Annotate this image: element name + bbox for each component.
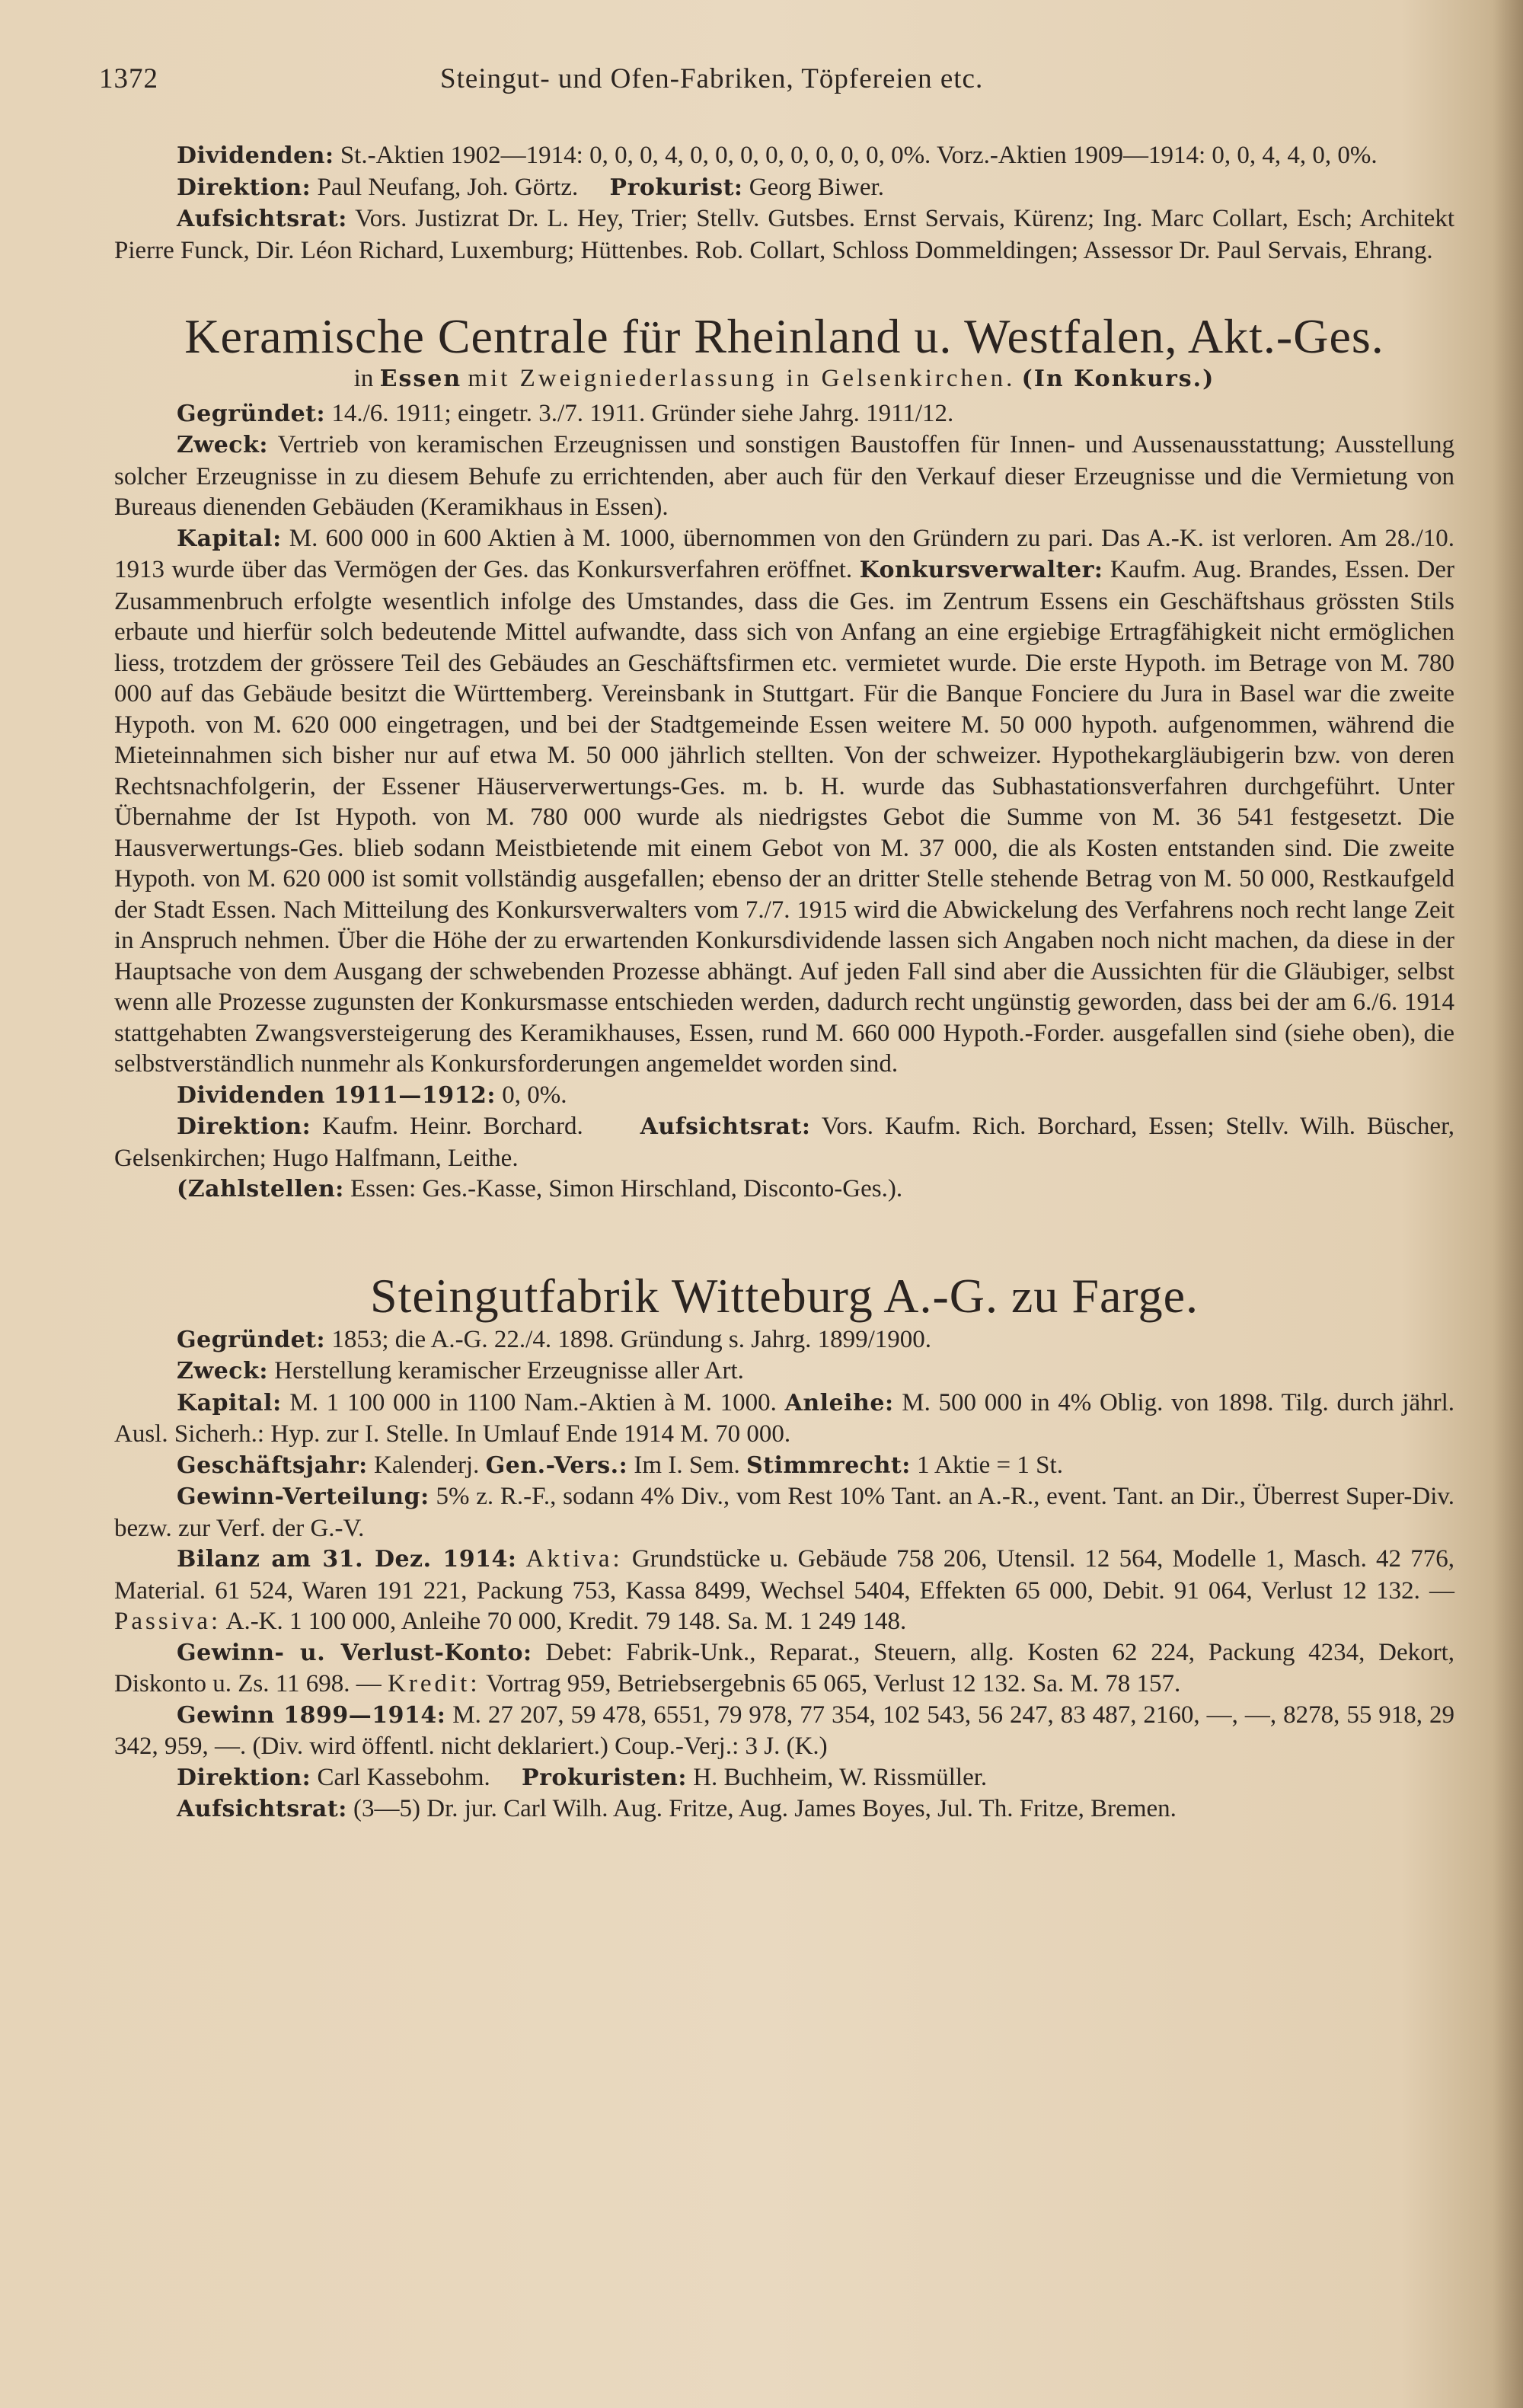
witteburg-gewinn-verlust-konto: Gewinn- u. Verlust-Konto: Debet: Fabrik-Unk., Reparat., Steuern, allg. Kosten 62 224, Packung 4234, Dekort, Diskonto u. Zs. 11 698. — Kredit: Vortrag 959, Betriebsergebnis 65 065, Verlust 12 132. Sa. M. 78 157. xyxy=(114,1638,1455,1697)
witteburg-geschaeftsjahr: Geschäftsjahr: Kalenderj. Gen.-Vers.: Im I. Sem. Stimmrecht: 1 Aktie = 1 St. xyxy=(177,1451,1063,1479)
body-text xyxy=(114,140,1454,1825)
keramische-direktion: Direktion: Kaufm. Heinr. Borchard. Aufsichtsrat: Vors. Kaufm. Rich. Borchard, Essen; Stellv. Wilh. Büscher, Gelsenkirchen; Hugo Halfmann, Leithe. xyxy=(114,1113,1454,1172)
section-title-witteburg: Steingutfabrik Witteburg A.-G. zu Farge. xyxy=(370,1268,1199,1323)
keramische-zahlstellen: (Zahlstellen: Essen: Ges.-Kasse, Simon Hirschland, Disconto-Ges.). xyxy=(177,1175,903,1202)
witteburg-gewinnverteilung: Gewinn-Verteilung: 5% z. R.-F., sodann 4% Div., vom Rest 10% Tant. an A.-R., event. Tant. an Dir., Überrest Super-Div. bezw. zur Verf. der G.-V. xyxy=(114,1483,1454,1542)
keramische-gegruendet: Gegründet: 14./6. 1911; eingetr. 3./7. 1911. Gründer siehe Jahrg. 1911/12. xyxy=(177,399,954,427)
page-header xyxy=(99,62,1470,101)
witteburg-bilanz: Bilanz am 31. Dez. 1914: Aktiva: Grundstücke u. Gebäude 758 206, Utensil. 12 564, Modelle 1, Masch. 42 776, Material. 61 524, Waren 191 221, Packung 753, Kassa 8499, Wechsel 5404, Effekten 65 000, Debit. 91 064, Verlust 12 132. — Passiva: A.-K. 1 100 000, Anleihe 70 000, Kredit. 79 148. Sa. M. 1 249 148. xyxy=(114,1545,1454,1635)
section-title-keramische: Keramische Centrale für Rheinland u. Westfalen, Akt.-Ges. xyxy=(184,309,1384,363)
witteburg-gegruendet: Gegründet: 1853; die A.-G. 22./4. 1898. Gründung s. Jahrg. 1899/1900. xyxy=(177,1325,932,1353)
witteburg-zweck: Zweck: Herstellung keramischer Erzeugnisse aller Art. xyxy=(177,1357,744,1384)
witteburg-direktion: Direktion: Carl Kassebohm. Prokuristen: H. Buchheim, W. Rissmüller. xyxy=(177,1763,988,1791)
top-dividenden: Dividenden: St.-Aktien 1902—1914: 0, 0, 0, 4, 0, 0, 0, 0, 0, 0, 0, 0, 0%. Vorz.-Aktien 1909—1914: 0, 0, 4, 4, 0, 0%. xyxy=(177,142,1378,169)
keramische-dividenden: Dividenden 1911—1912: 0, 0%. xyxy=(177,1081,567,1109)
top-direktion: Direktion: Paul Neufang, Joh. Görtz. Prokurist: Georg Biwer. xyxy=(177,173,884,201)
witteburg-kapital: Kapital: M. 1 100 000 in 1100 Nam.-Aktien à M. 1000. Anleihe: M. 500 000 in 4% Oblig. von 1898. Tilg. durch jährl. Ausl. Sicherh.: Hyp. zur I. Stelle. In Umlauf Ende 1914 M. 70 000. xyxy=(114,1388,1455,1448)
witteburg-aufsichtsrat: Aufsichtsrat: (3—5) Dr. jur. Carl Wilh. Aug. Fritze, Aug. James Boyes, Jul. Th. Fritze, Bremen. xyxy=(177,1795,1177,1822)
section-subtitle-keramische: in Essen mit Zweigniederlassung in Gelsenkirchen. (In Konkurs.) xyxy=(353,365,1215,392)
top-aufsichtsrat: Aufsichtsrat: Vors. Justizrat Dr. L. Hey, Trier; Stellv. Gutsbes. Ernst Servais, Kürenz; Ing. Marc Collart, Esch; Architekt Pierre Funck, Dir. Léon Richard, Luxemburg; Hüttenbes. Rob. Collart, Schloss Dommeldingen; Assessor Dr. Paul Servais, Ehrang. xyxy=(114,205,1455,264)
page-number: 1372 xyxy=(99,63,158,94)
witteburg-gewinn: Gewinn 1899—1914: M. 27 207, 59 478, 6551, 79 978, 77 354, 102 543, 56 247, 83 487, 2160, —, —, 8278, 55 918, 29 342, 959, —. (Div. wird öffentl. nicht deklariert.) Coup.-Verj.: 3 J. (K.) xyxy=(114,1701,1455,1760)
keramische-zweck: Zweck: Vertrieb von keramischen Erzeugnissen und sonstigen Baustoffen für Innen- und Aussenausstattung; Ausstellung solcher Erzeugnisse in zu diesem Behufe zu errichtenden, aber auch für den Verkauf dieser Erzeugnisse und die Vermietung von Bureaus dienenden Gebäuden (Keramikhaus in Essen). xyxy=(114,431,1455,521)
keramische-kapital: Kapital: M. 600 000 in 600 Aktien à M. 1000, übernommen von den Gründern zu pari. Das A.-K. ist verloren. Am 28./10. 1913 wurde über das Vermögen der Ges. das Konkursverfahren eröffnet. Konkursverwalter: Kaufm. Aug. Brandes, Essen. Der Zusammenbruch erfolgte wesentlich infolge des Umstandes, dass die Ges. im Zentrum Essens ein Geschäftshaus grössten Stils erbaute und hierfür solch bedeutende Mittel aufwandte, dass sich von Anfang an eine ergiebige Ertragfähigkeit nicht ermöglichen liess, trotzdem der grössere Teil des Gebäudes an Geschäftsfirmen etc. vermietet wurde. Die erste Hypoth. im Betrage von M. 780 000 auf das Gebäude besitzt die Württemberg. Vereinsbank in Stuttgart. Für die Banque Fonciere du Jura in Basel war die zweite Hypoth. von M. 620 000 eingetragen, und bei der Stadtgemeinde Essen weitere M. 50 000 hypoth. aufgenommen, während die Mieteinnahmen sich bisher nur auf etwa M. 50 000 jährlich stellten. Von der schweizer. Hypothekargläubigerin bzw. von deren Rechtsnachfolgerin, der Essener Häuserverwertungs-Ges. m. b. H. wurde das Subhastationsverfahren durchgeführt. Unter Übernahme der Ist Hypoth. von M. 780 000 wurde als niedrigstes Gebot die Summe von M. 36 541 festgesetzt. Die Hausverwertungs-Ges. blieb sodann Meistbietende mit einem Gebot von M. 37 000, die als Kosten entstanden sind. Die zweite Hypoth. von M. 620 000 ist somit vollständig ausgefallen; ebenso der an dritter Stelle stehende Betrag von M. 50 000, Restkaufgeld der Stadt Essen. Nach Mitteilung des Konkursverwalters vom 7./7. 1915 wird die Abwickelung des Verfahrens noch recht lange Zeit in Anspruch nehmen. Über die Höhe der zu erwartenden Konkursdividende lassen sich Angaben noch nicht machen, da diese in der Hauptsache von dem Ausgang der schwebenden Prozesse abhängt. Auf jeden Fall sind aber die Aussichten für die Gläubiger, selbst wenn alle Prozesse zugunsten der Konkursmasse entschieden werden, dadurch recht ungünstig geworden, dass bei der am 6./6. 1914 stattgehabten Zwangsversteigerung des Keramikhauses, Essen, rund M. 660 000 Hypoth.-Forder. ausgefallen sind (siehe oben), die selbstverständlich nunmehr als Konkursforderungen angemeldet worden sind. xyxy=(114,524,1455,1078)
running-title: Steingut- und Ofen-Fabriken, Töpfereien etc. xyxy=(440,63,984,94)
